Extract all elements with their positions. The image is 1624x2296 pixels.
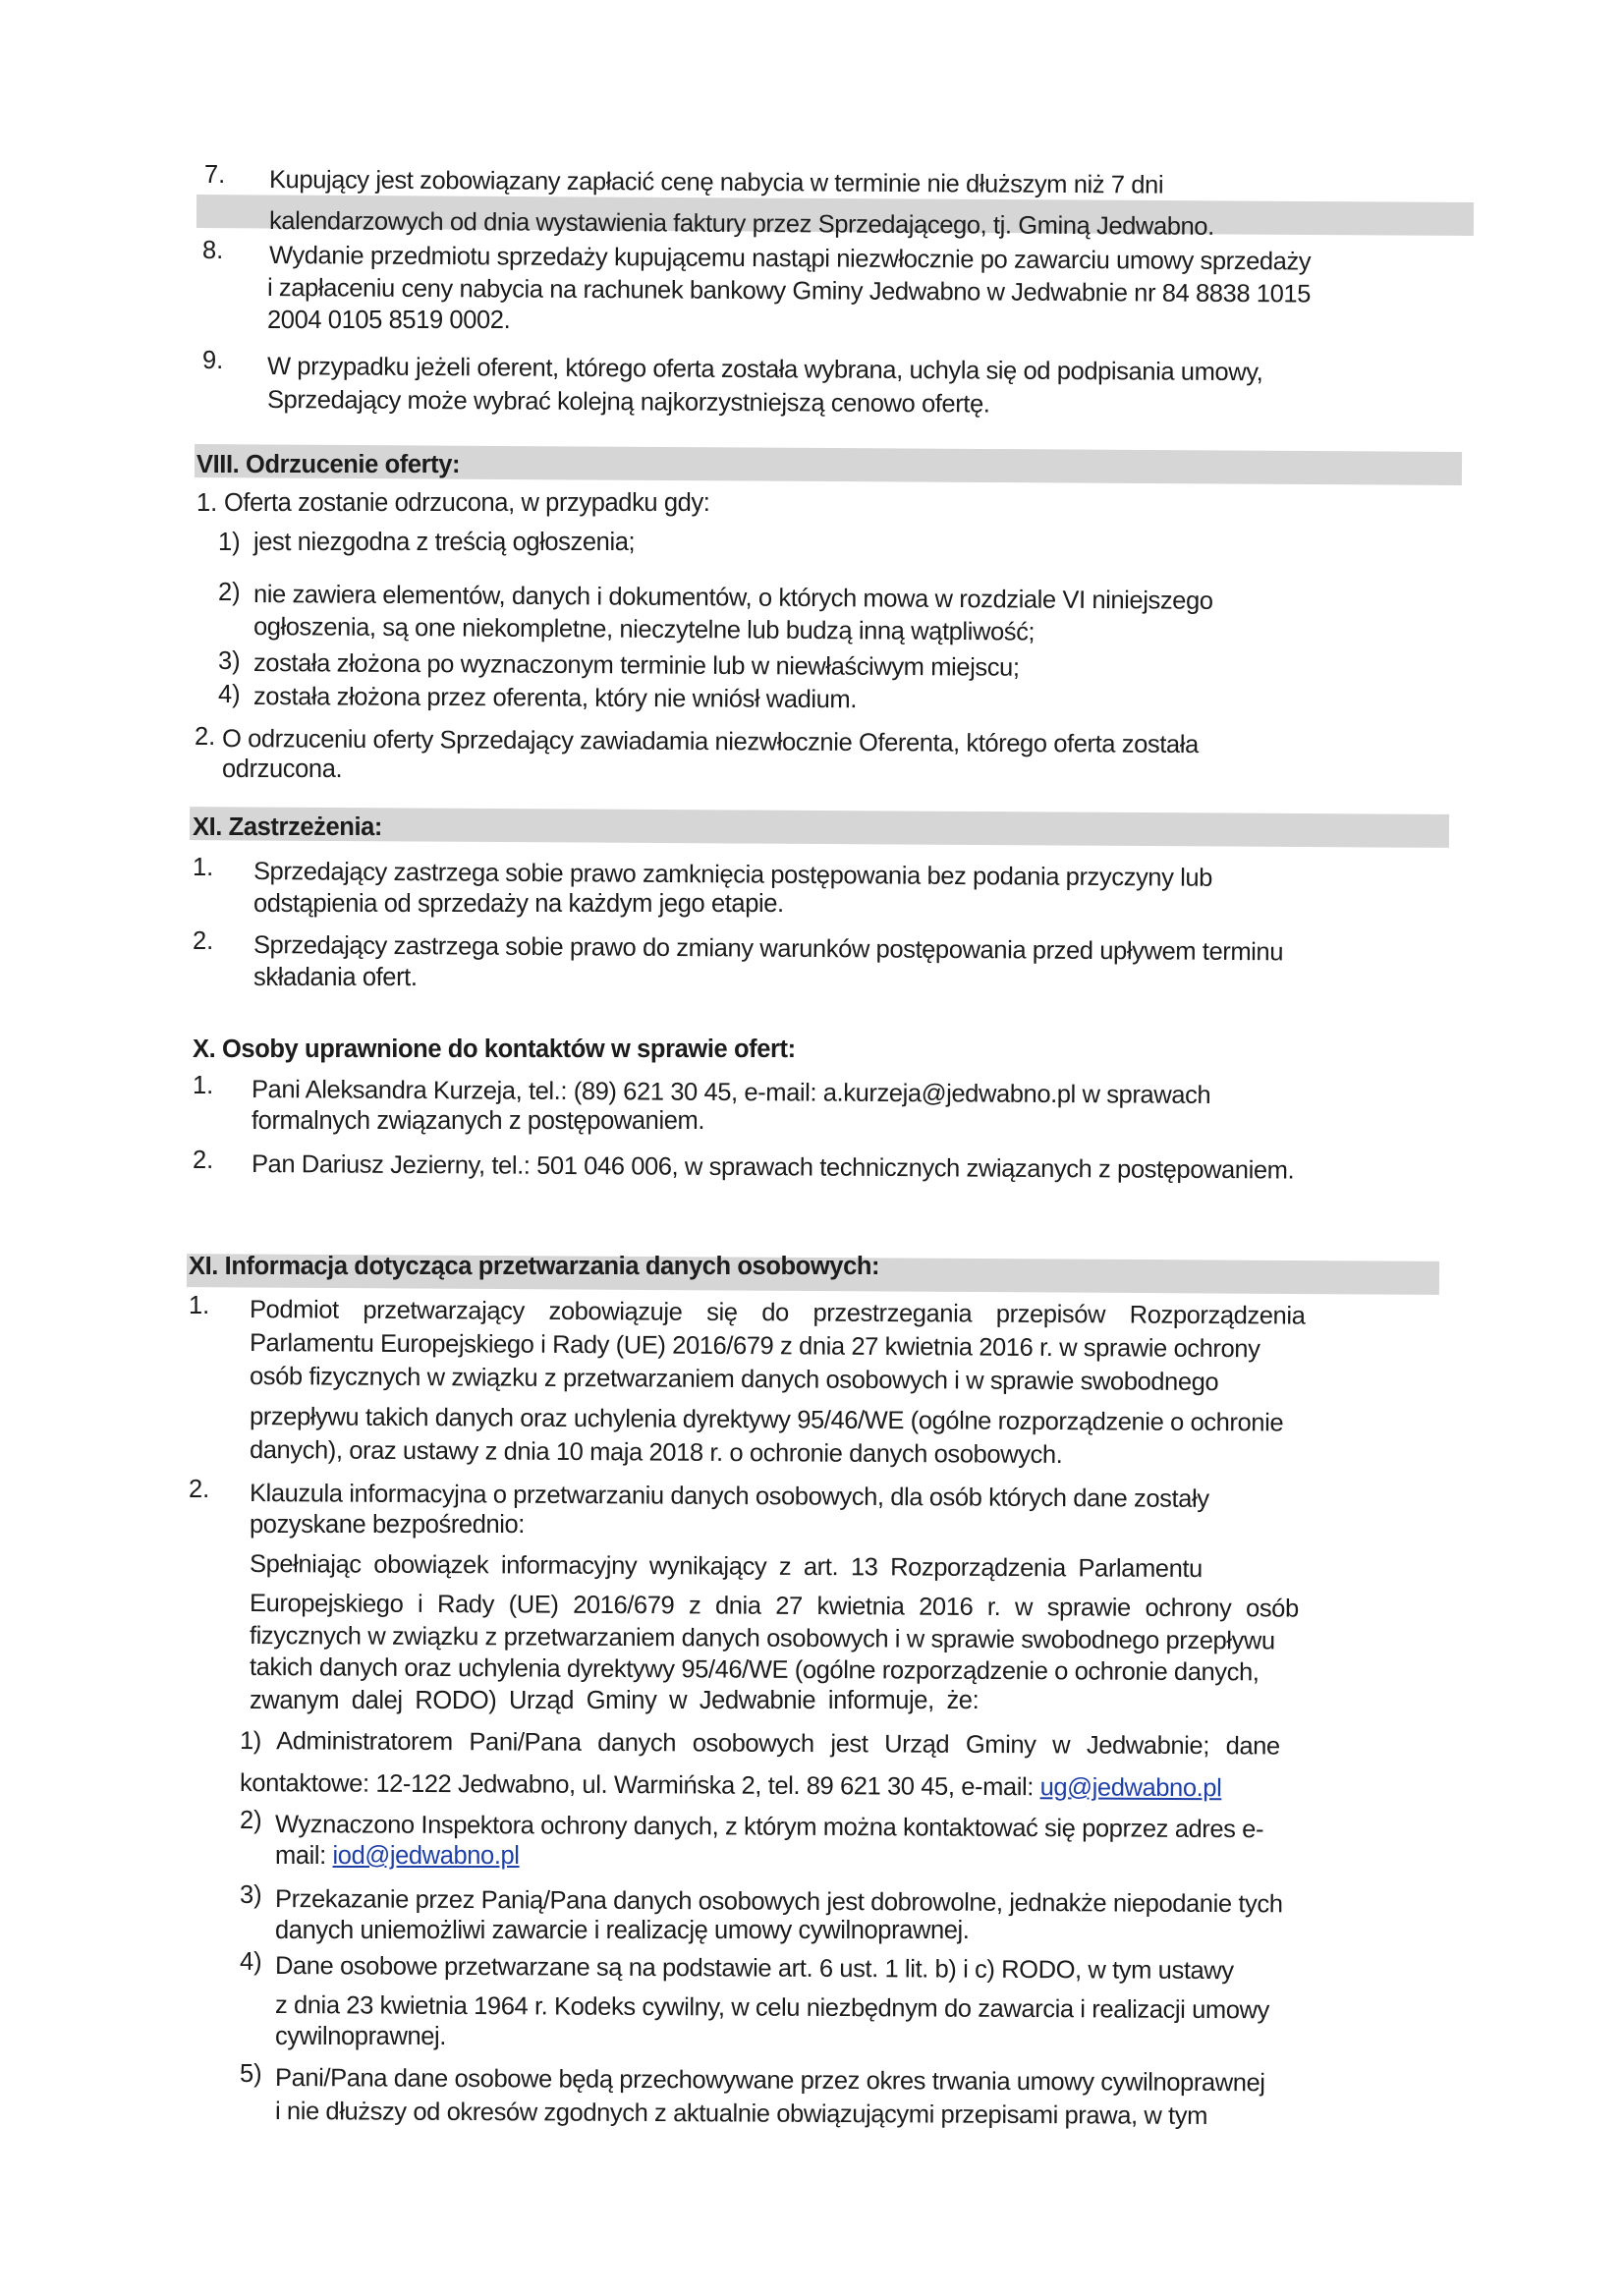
- item-number: 1.: [193, 854, 214, 881]
- x-item-2: Pan Dariusz Jezierny, tel.: 501 046 006, w sprawach technicznych związanych z postępowaniem.: [251, 1150, 1295, 1185]
- subitem-number: 2): [240, 1807, 262, 1834]
- item-8-line-2: i zapłaceniu ceny nabycia na rachunek bankowy Gminy Jedwabno w Jedwabnie nr 84 8838 1015: [266, 274, 1312, 308]
- clause-line-4: takich danych oraz uchylenia dyrektywy 95/46/WE (ogólne rozporządzenie o ochronie danych,: [249, 1653, 1260, 1687]
- xi-res-item-1-line-2: odstąpienia od sprzedaży na każdym jego etapie.: [253, 890, 784, 918]
- clause-line-1: Spełniając obowiązek informacyjny wynikający z art. 13 Rozporządzenia Parlamentu: [249, 1550, 1203, 1584]
- item-9-line-1: W przypadku jeżeli oferent, którego oferta została wybrana, uchyla się od podpisania umowy,: [266, 353, 1263, 387]
- item-number: 1.: [193, 1072, 214, 1099]
- item-8-line-1: Wydanie przedmiotu sprzedaży kupującemu nastąpi niezwłocznie po zawarciu umowy sprzedaży: [268, 242, 1312, 276]
- point-5-line-2: i nie dłuższy od okresów zgodnych z aktualnie obwiązującymi przepisami prawa, w tym: [274, 2098, 1208, 2130]
- viii-item-1: Oferta zostanie odrzucona, w przypadku gdy:: [224, 489, 710, 517]
- subitem-number: 3): [240, 1881, 262, 1909]
- item-number: 2.: [189, 1476, 210, 1503]
- item-number: 8.: [202, 237, 224, 264]
- viii-item-2-line-2: odrzucona.: [222, 756, 343, 783]
- point-2-line-2: [275, 1841, 520, 1871]
- section-heading-xi-reservations: XI. Zastrzeżenia:: [193, 813, 383, 841]
- xi-data-item-1-line-5: danych), oraz ustawy z dnia 10 maja 2018 r. o ochronie danych osobowych.: [249, 1436, 1063, 1470]
- xi-data-item-1-line-1: Podmiot przetwarzający zobowiązuje się do przestrzegania przepisów Rozporządzenia: [249, 1296, 1306, 1330]
- subitem-number: 4): [218, 681, 241, 708]
- email-link-iod[interactable]: iod@jedwabno.pl: [332, 1842, 520, 1870]
- subitem-number: 4): [240, 1948, 262, 1976]
- point-1-line-1: 1) Administratorem Pani/Pana danych osobowych jest Urząd Gminy w Jedwabnie; dane: [239, 1727, 1280, 1761]
- clause-line-2: Europejskiego i Rady (UE) 2016/679 z dnia 27 kwietnia 2016 r. w sprawie ochrony osób: [249, 1590, 1299, 1623]
- point-2-line-1: Wyznaczono Inspektora ochrony danych, z którym można kontaktować się poprzez adres e-: [274, 1811, 1264, 1844]
- item-7-line-1: Kupujący jest zobowiązany zapłacić cenę nabycia w terminie nie dłuższym niż 7 dni: [268, 166, 1164, 199]
- x-item-1-line-2: formalnych związanych z postępowaniem.: [252, 1107, 705, 1135]
- point-1-line-2: [240, 1768, 1222, 1803]
- clause-line-3: fizycznych w związku z przetwarzaniem danych osobowych i w sprawie swobodnego przepływu: [249, 1622, 1275, 1655]
- xi-res-item-1-line-1: Sprzedający zastrzega sobie prawo zamknięcia postępowania bez podania przyczyny lub: [252, 858, 1213, 892]
- item-7-line-2: kalendarzowych od dnia wystawienia faktury przez Sprzedającego, tj. Gminą Jedwabno.: [268, 207, 1214, 241]
- point-1-contact-text: kontaktowe: 12-122 Jedwabno, ul. Warmińska 2, tel. 89 621 30 45, e-mail:: [239, 1769, 1040, 1802]
- point-5-line-1: Pani/Pana dane osobowe będą przechowywane przez okres trwania umowy cywilnoprawnej: [274, 2064, 1265, 2098]
- viii-sub-2-line-2: ogłoszenia, są one niekompletne, nieczytelne lub budzą inną wątpliwość;: [252, 613, 1036, 646]
- xi-data-item-2-line-2: pozyskane bezpośrednio:: [250, 1511, 525, 1539]
- section-heading-x: X. Osoby uprawnione do kontaktów w sprawie ofert:: [193, 1036, 796, 1063]
- xi-data-item-2-line-1: Klauzula informacyjna o przetwarzaniu danych osobowych, dla osób których dane zostały: [249, 1480, 1209, 1513]
- item-number: 7.: [204, 161, 226, 189]
- x-item-1-line-1: Pani Aleksandra Kurzeja, tel.: (89) 621 30 45, e-mail: a.kurzeja@jedwabno.pl w sprawach: [251, 1076, 1211, 1109]
- point-4-line-2: z dnia 23 kwietnia 1964 r. Kodeks cywilny, w celu niezbędnym do zawarcia i realizacji umowy: [274, 1991, 1270, 2025]
- item-number: 1.: [196, 489, 218, 517]
- point-3-line-1: Przekazanie przez Panią/Pana danych osobowych jest dobrowolne, jednakże niepodanie tych: [274, 1885, 1283, 1919]
- xi-data-item-1-line-3: osób fizycznych w związku z przetwarzaniem danych osobowych i w sprawie swobodnego: [249, 1363, 1219, 1397]
- item-number: 2.: [193, 927, 214, 955]
- xi-data-item-1-line-2: Parlamentu Europejskiego i Rady (UE) 2016/679 z dnia 27 kwietnia 2016 r. w sprawie ochrony: [249, 1329, 1260, 1364]
- viii-sub-1: jest niezgodna z treścią ogłoszenia;: [253, 529, 636, 556]
- item-8-line-3: 2004 0105 8519 0002.: [267, 307, 511, 334]
- viii-item-2-line-1: O odrzuceniu oferty Sprzedający zawiadamia niezwłocznie Oferenta, którego oferta została: [221, 725, 1199, 759]
- viii-sub-2-line-1: nie zawiera elementów, danych i dokumentów, o których mowa w rozdziale VI niniejszego: [252, 581, 1213, 615]
- subitem-number: 5): [240, 2060, 262, 2088]
- section-heading-xi-data: XI. Informacja dotycząca przetwarzania danych osobowych:: [189, 1253, 880, 1280]
- point-3-line-2: danych uniemożliwi zawarcie i realizację umowy cywilnoprawnej.: [275, 1917, 970, 1944]
- xi-res-item-2-line-1: Sprzedający zastrzega sobie prawo do zmiany warunków postępowania przed upływem terminu: [252, 931, 1284, 967]
- xi-res-item-2-line-2: składania ofert.: [253, 964, 418, 991]
- viii-sub-4: została złożona przez oferenta, który nie wniósł wadium.: [252, 683, 858, 714]
- subitem-number: 1): [218, 529, 241, 556]
- item-number: 9.: [202, 347, 224, 374]
- item-number: 2.: [193, 1147, 214, 1174]
- point-4-line-3: cywilnoprawnej.: [275, 2023, 446, 2050]
- section-heading-viii: VIII. Odrzucenie oferty:: [196, 451, 461, 478]
- item-9-line-2: Sprzedający może wybrać kolejną najkorzystniejszą cenowo ofertę.: [266, 386, 990, 419]
- item-number: 1.: [189, 1292, 210, 1319]
- xi-data-item-1-line-4: przepływu takich danych oraz uchylenia dyrektywy 95/46/WE (ogólne rozporządzenie o ochronie: [249, 1403, 1284, 1437]
- point-4-line-1: Dane osobowe przetwarzane są na podstawie art. 6 ust. 1 lit. b) i c) RODO, w tym ustawy: [274, 1952, 1234, 1986]
- viii-sub-3: została złożona po wyznaczonym terminie lub w niewłaściwym miejscu;: [252, 649, 1020, 682]
- email-link-ug[interactable]: ug@jedwabno.pl: [1039, 1773, 1222, 1803]
- subitem-number: 3): [218, 647, 241, 675]
- clause-line-5: zwanym dalej RODO) Urząd Gminy w Jedwabnie informuje, że:: [250, 1687, 980, 1714]
- point-2-mail-label: mail:: [275, 1842, 333, 1870]
- item-number: 2.: [195, 723, 216, 751]
- subitem-number: 2): [218, 579, 241, 606]
